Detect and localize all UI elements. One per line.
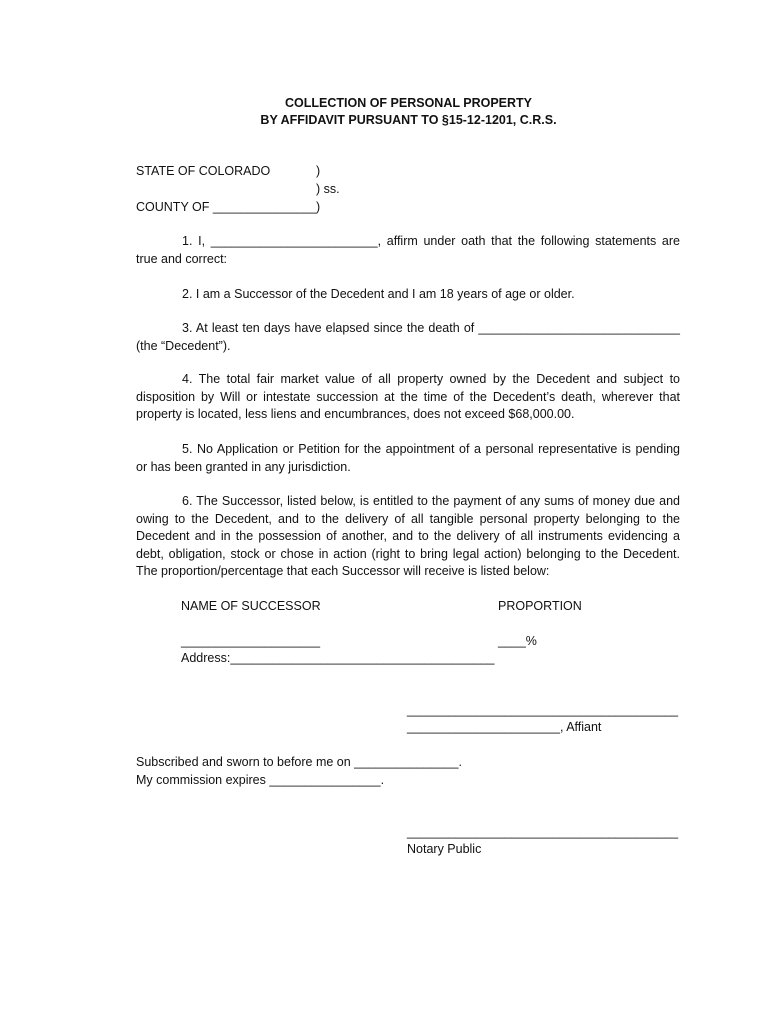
proportion-header: PROPORTION (498, 599, 582, 613)
paragraph-5: 5. No Application or Petition for the appointment of a personal representative is pending or has been granted in any jurisdiction. (136, 442, 680, 474)
document-title-line-2: BY AFFIDAVIT PURSUANT TO §15-12-1201, C.R.S. (260, 113, 557, 127)
paragraph-2: 2. I am a Successor of the Decedent and I am 18 years of age or older. (182, 287, 575, 301)
successor-address-field[interactable]: Address:______________________________________ (181, 651, 495, 665)
state-label: STATE OF COLORADO (136, 164, 271, 178)
paragraph-1: 1. I, ________________________, affirm under oath that the following statements are true and correct: (136, 234, 680, 266)
successor-name-field[interactable]: ____________________ (181, 634, 321, 648)
paragraph-6: 6. The Successor, listed below, is entitled to the payment of any sums of money due and owing to the Decedent, and to the delivery of all tangible personal property belonging to the Decedent and in the possession of another, and to the delivery of all instruments evidencing a debt, obligation, stock or chose in action (right to bring legal action) belonging to the Decedent. The proportion/percentage that each Successor will receive is listed below: (136, 494, 680, 578)
venue-paren-1: ) (316, 164, 321, 178)
county-field[interactable]: COUNTY OF _______________ (136, 200, 318, 214)
affiant-signature-line[interactable]: _______________________________________ (407, 703, 679, 717)
venue-paren-3: ) (316, 200, 321, 214)
document-title-line-1: COLLECTION OF PERSONAL PROPERTY (284, 96, 532, 110)
notary-signature-line[interactable]: _______________________________________ (407, 825, 679, 839)
commission-expires-line[interactable]: My commission expires ________________. (136, 773, 385, 787)
name-of-successor-header: NAME OF SUCCESSOR (181, 599, 321, 613)
notary-public-label: Notary Public (407, 842, 482, 856)
venue-ss: ) ss. (316, 182, 340, 196)
affiant-name-line[interactable]: ______________________, Affiant (407, 720, 602, 734)
paragraph-4: 4. The total fair market value of all property owned by the Decedent and subject to disposition by Will or intestate succession at the time of the Decedent’s death, wherever that property is located, less liens and encumbrances, does not exceed $68,000.00. (136, 372, 680, 421)
paragraph-3: 3. At least ten days have elapsed since the death of _____________________________ (the “Decedent”). (136, 321, 680, 353)
sworn-date-line[interactable]: Subscribed and sworn to before me on _______________. (136, 755, 462, 769)
proportion-field[interactable]: ____% (498, 634, 537, 648)
